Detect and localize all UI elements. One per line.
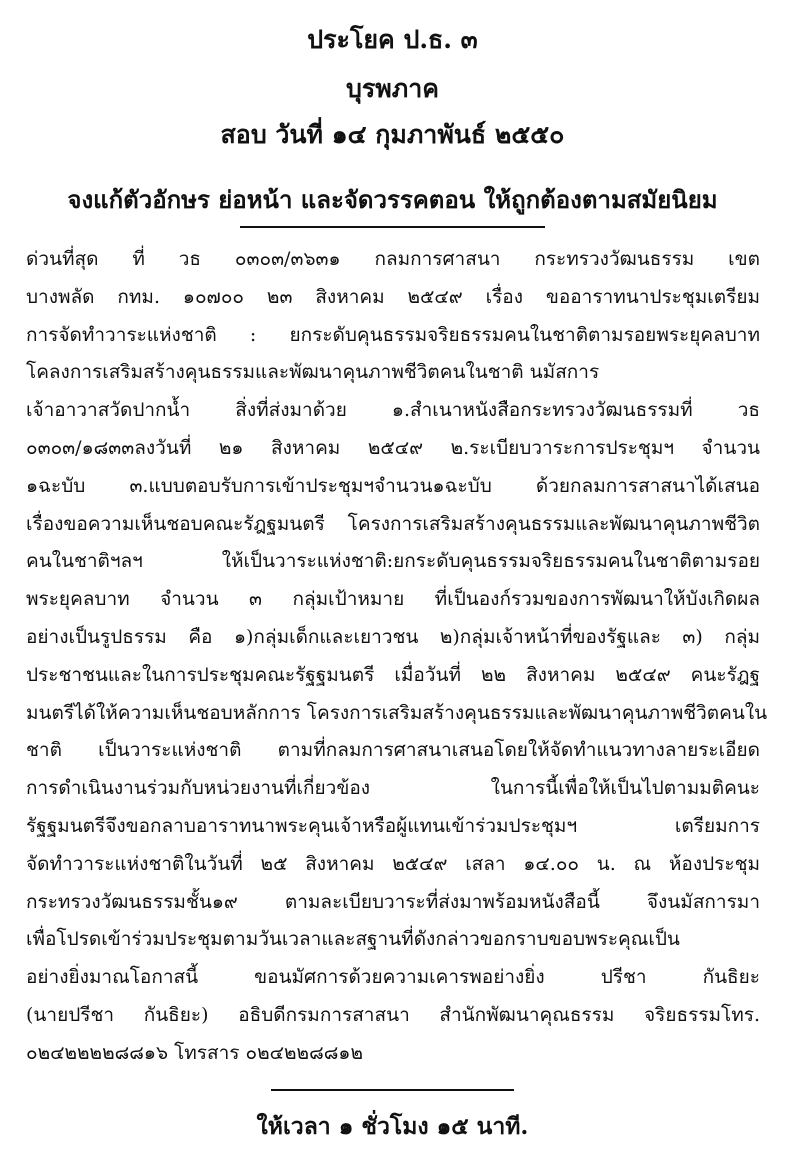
exam-instruction: จงแก้ตัวอักษร ย่อหน้า และจัดวรรคตอน ให้ถูกต้องตามสมัยนิยม xyxy=(67,185,718,214)
passage-line: อย่างยิ่งมาณโอกาสนี้ ขอนมัศการด้วยความเคารพอย่างยิ่ง ปรีชา กันธิยะ xyxy=(26,966,760,989)
exam-level-title: ประโยค ป.ธ. ๓ xyxy=(307,25,478,54)
exam-date: สอบ วันที่ ๑๔ กุมภาพันธ์ ๒๕๕๐ xyxy=(220,120,565,149)
passage-line: ด่วนที่สุด ที่ วธ ๐๓๐๓/๓๖๓๑ กลมการศาสนา กระทรวงวัฒนธรรม เขต xyxy=(26,248,760,270)
passage-line: รัฐฐมนตรีจึงขอกลาบอาราทนาพระคุนเจ้าหรือผู้แทนเข้าร่วมประชุมฯ เตรียมการ xyxy=(26,815,760,837)
passage-line: การจัดทำวาระแห่งชาติ : ยกระดับคุนธรรมจริยธรรมคนในชาติตามรอยพระยุคลบาท xyxy=(26,323,760,346)
passage-line: บางพลัด กทม. ๑๐๗๐๐ ๒๓ สิงหาคม ๒๕๔๙ เรื่อง ขออาราทนาประชุมเตรียม xyxy=(26,285,760,308)
passage-line: อย่างเป็นรูปธรรม คือ ๑)กลุ่มเด็กและเยาวชน ๒)กลุ่มเจ้าหน้าที่ของรัฐและ ๓) กลุ่ม xyxy=(26,626,760,648)
passage-line: ประชาชนและในการประชุมคณะรัฐฐมนตรี เมื่อวันที่ ๒๒ สิงหาคม ๒๕๔๙ คนะรัฎฐ xyxy=(26,663,760,686)
passage-line: ชาติ เป็นวาระแห่งชาติ ตามที่กลมการศาสนาเสนอโดยให้จัดทำแนวทางลายระเอียด xyxy=(26,739,760,762)
passage-line: ๐๒๔๒๒๒๒๘๘๑๖ โทรสาร ๐๒๔๒๒๘๘๑๒ xyxy=(26,1041,363,1064)
passage-line: มนตรีได้ให้ความเห็นชอบหลักการ โครงการเสริมสร้างคุนธรรมและพัฒนาคุนภาพชีวิตคนใน xyxy=(26,701,768,724)
passage-line: (นายปรีชา กันธิยะ) อธิบดีกรมการสาสนา สำนักพัฒนาคุณธรรม จริยธรรมโทร. xyxy=(26,1004,760,1026)
time-allowed: ให้เวลา ๑ ชั่วโมง ๑๕ นาที. xyxy=(256,1113,529,1140)
footer-divider xyxy=(271,1089,514,1091)
exam-section-title: บุรพภาค xyxy=(345,74,440,103)
passage-line: ๐๓๐๓/๑๘๓๓ลงวันที่ ๒๑ สิงหาคม ๒๕๔๙ ๒.ระเบียบวาระการประชุมฯ จำนวน xyxy=(26,437,760,459)
passage-line: เรื่องขอความเห็นชอบคณะรัฎฐมนตรี โครงการเสริมสร้างคุนธรรมและพัฒนาคุนภาพชีวิต xyxy=(26,512,760,535)
passage-line: เพื่อโปรดเข้าร่วมประชุมตามวันเวลาและสฐานที่ดังกล่าวขอกราบขอบพระคุณเป็น xyxy=(26,928,680,951)
passage-line: ๑ฉะบับ ๓.แบบตอบรับการเข้าประชุมฯจำนวน๑ฉะบับ ด้วยกลมการสาสนาได้เสนอ xyxy=(26,474,760,497)
passage-line: พระยุคลบาท จำนวน ๓ กลุ่มเป้าหมาย ที่เป็นองก์รวมของการพัฒนาให้บังเกิดผล xyxy=(26,588,760,611)
passage-line: จัดทำวาระแห่งชาติในวันที่ ๒๕ สิงหาคม ๒๕๔๙ เสลา ๑๔.๐๐ น. ณ ห้องประชุม xyxy=(26,852,760,875)
instruction-underline xyxy=(240,226,545,228)
passage-line: กระทรวงวัฒนธรรมชั้น๑๙ ตามละเบียบวาระที่ส่งมาพร้อมหนังสือนี้ จึงนมัสการมา xyxy=(26,890,760,913)
passage-line: โคลงการเสริมสร้างคุนธรรมและพัฒนาคุนภาพชีวิตคนในชาติ นมัสการ xyxy=(26,361,600,384)
passage-line: การดำเนินงานร่วมกับหน่วยงานที่เกี่ยวข้อง ในการนี้เพื่อให้เป็นไปตามมติคนะ xyxy=(26,777,760,800)
passage-line: เจ้าอาวาสวัดปากน้ำ สิ่งที่ส่งมาด้วย ๑.สำเนาหนังสือกระทรวงวัฒนธรรมที่ วธ xyxy=(26,399,760,422)
passage-line: คนในชาติฯลฯ ให้เป็นวาระแห่งชาติ:ยกระดับคุนธรรมจริยธรรมคนในชาติตามรอย xyxy=(26,550,760,573)
